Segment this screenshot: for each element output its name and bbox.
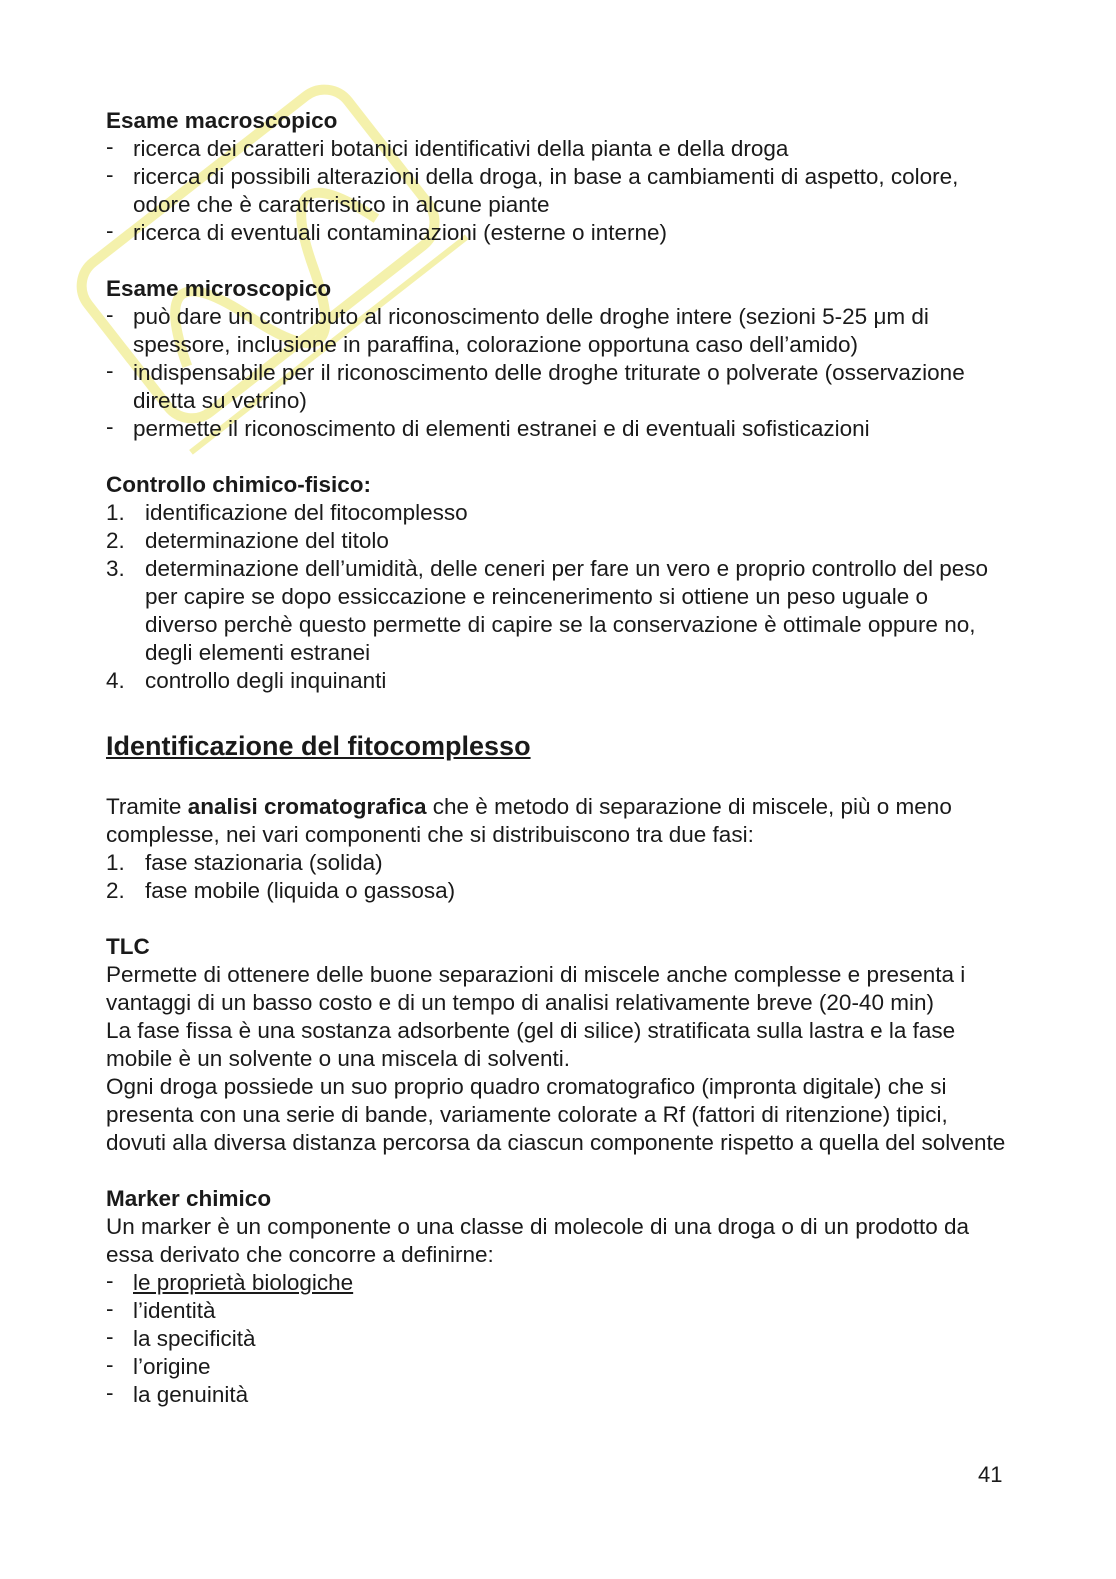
list-item: 4. controllo degli inquinanti xyxy=(106,668,387,693)
list-item: 1. identificazione del fitocomplesso xyxy=(106,500,468,525)
section-title-marker: Marker chimico xyxy=(106,1186,272,1211)
list-item: 1. fase stazionaria (solida) xyxy=(106,850,383,875)
section-title-macroscopico: Esame macroscopico xyxy=(106,108,338,133)
section-title-chimico-fisico: Controllo chimico-fisico: xyxy=(106,472,372,497)
list-item: - la specificità xyxy=(106,1325,1006,1353)
tlc-paragraph-1: Permette di ottenere delle buone separazioni di miscele anche complesse e presenta i vantaggi di un basso costo e di un tempo di analisi relativamente breve (20-40 min) xyxy=(106,962,966,1015)
chimico-fisico-list xyxy=(106,499,1006,695)
section-title-tlc: TLC xyxy=(106,934,150,959)
list-item: - l’origine xyxy=(106,1353,1006,1381)
document-page xyxy=(106,107,1006,1409)
marker-paragraph: Un marker è un componente o una classe di molecole di una droga o di un prodotto da essa derivato che concorre a definirne: xyxy=(106,1214,970,1267)
list-item: 3. determinazione dell’umidità, delle ceneri per fare un vero e proprio controllo del peso per capire se dopo essiccazione e reincenerimento si ottiene un peso uguale o diverso perchè questo permette di capire se la conservazione è ottimale oppure no, degli elementi estranei xyxy=(106,556,988,665)
list-item: - ricerca di possibili alterazioni della droga, in base a cambiamenti di aspetto, colore, odore che è caratteristico in alcune piante xyxy=(106,163,1006,219)
list-item: - può dare un contributo al riconoscimento delle droghe intere (sezioni 5-25 μm di spessore, inclusione in paraffina, colorazione opportuna caso dell’amido) xyxy=(106,303,1006,359)
list-item: 2. fase mobile (liquida o gassosa) xyxy=(106,878,456,903)
list-item: - permette il riconoscimento di elementi estranei e di eventuali sofisticazioni xyxy=(106,415,1006,443)
fasi-list xyxy=(106,849,1006,905)
list-item: - la genuinità xyxy=(106,1381,1006,1409)
intro-paragraph: Tramite analisi cromatografica che è metodo di separazione di miscele, più o meno complesse, nei vari componenti che si distribuiscono tra due fasi: xyxy=(106,794,952,847)
list-item: - le proprietà biologiche xyxy=(106,1269,1006,1297)
microscopico-list xyxy=(106,303,1006,443)
tlc-paragraph-2: La fase fissa è una sostanza adsorbente (gel di silice) stratificata sulla lastra e la fase mobile è un solvente o una miscela di solventi. xyxy=(106,1018,956,1071)
list-item: - l’identità xyxy=(106,1297,1006,1325)
tlc-paragraph-3: Ogni droga possiede un suo proprio quadro cromatografico (impronta digitale) che si presenta con una serie di bande, variamente colorate a Rf (fattori di ritenzione) tipici, dovuti alla diversa distanza percorsa da ciascun componente rispetto a quella del solvente xyxy=(106,1074,1006,1155)
section-title-microscopico: Esame microscopico xyxy=(106,276,332,301)
list-item: - ricerca di eventuali contaminazioni (esterne o interne) xyxy=(106,219,1006,247)
marker-list xyxy=(106,1269,1006,1409)
list-item: - indispensabile per il riconoscimento delle droghe triturate o polverate (osservazione diretta su vetrino) xyxy=(106,359,1006,415)
list-item: - ricerca dei caratteri botanici identificativi della pianta e della droga xyxy=(106,135,1006,163)
macroscopico-list xyxy=(106,135,1006,247)
page-number: 41 xyxy=(978,1462,1003,1487)
list-item: 2. determinazione del titolo xyxy=(106,528,389,553)
main-heading: Identificazione del fitocomplesso xyxy=(106,731,531,761)
